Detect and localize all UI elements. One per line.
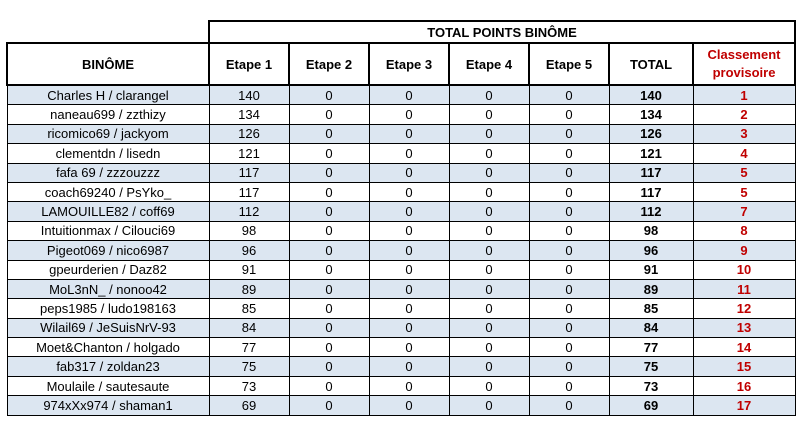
table-row	[7, 318, 795, 337]
rank-cell: 16	[693, 376, 795, 395]
etape-1-cell: 96	[209, 241, 289, 260]
rank-cell: 17	[693, 396, 795, 415]
etape-3-cell: 0	[369, 241, 449, 260]
etape-1-cell: 117	[209, 163, 289, 182]
table-row	[7, 85, 795, 105]
etape-2-cell: 0	[289, 357, 369, 376]
etape-4-cell: 0	[449, 376, 529, 395]
total-cell: 134	[609, 105, 693, 124]
etape-3-cell: 0	[369, 396, 449, 415]
etape-3-cell: 0	[369, 85, 449, 105]
col-header-etape-1: Etape 1	[209, 43, 289, 85]
col-header-etape-5: Etape 5	[529, 43, 609, 85]
table-row	[7, 357, 795, 376]
rank-cell: 5	[693, 182, 795, 201]
table-row	[7, 338, 795, 357]
col-header-binome: BINÔME	[7, 43, 209, 85]
etape-4-cell: 0	[449, 182, 529, 201]
standings-table	[6, 20, 796, 416]
table-row	[7, 163, 795, 182]
etape-1-cell: 140	[209, 85, 289, 105]
etape-1-cell: 126	[209, 124, 289, 143]
etape-2-cell: 0	[289, 182, 369, 201]
etape-4-cell: 0	[449, 299, 529, 318]
rank-cell: 11	[693, 279, 795, 298]
rank-cell: 8	[693, 221, 795, 240]
rank-cell: 7	[693, 202, 795, 221]
total-cell: 117	[609, 163, 693, 182]
etape-1-cell: 98	[209, 221, 289, 240]
total-cell: 69	[609, 396, 693, 415]
total-cell: 126	[609, 124, 693, 143]
total-cell: 85	[609, 299, 693, 318]
total-cell: 73	[609, 376, 693, 395]
etape-1-cell: 75	[209, 357, 289, 376]
etape-5-cell: 0	[529, 182, 609, 201]
rank-cell: 13	[693, 318, 795, 337]
etape-5-cell: 0	[529, 299, 609, 318]
total-cell: 84	[609, 318, 693, 337]
etape-5-cell: 0	[529, 202, 609, 221]
etape-4-cell: 0	[449, 105, 529, 124]
etape-1-cell: 69	[209, 396, 289, 415]
total-cell: 112	[609, 202, 693, 221]
table-row	[7, 396, 795, 415]
etape-1-cell: 117	[209, 182, 289, 201]
etape-4-cell: 0	[449, 396, 529, 415]
binome-cell: LAMOUILLE82 / coff69	[7, 202, 209, 221]
etape-4-cell: 0	[449, 318, 529, 337]
etape-2-cell: 0	[289, 124, 369, 143]
col-header-etape-3: Etape 3	[369, 43, 449, 85]
etape-2-cell: 0	[289, 338, 369, 357]
total-cell: 91	[609, 260, 693, 279]
etape-2-cell: 0	[289, 376, 369, 395]
etape-4-cell: 0	[449, 338, 529, 357]
etape-3-cell: 0	[369, 221, 449, 240]
binome-cell: Moulaile / sautesaute	[7, 376, 209, 395]
etape-5-cell: 0	[529, 396, 609, 415]
rank-cell: 4	[693, 144, 795, 163]
etape-4-cell: 0	[449, 202, 529, 221]
etape-2-cell: 0	[289, 105, 369, 124]
total-cell: 89	[609, 279, 693, 298]
col-header-etape-2: Etape 2	[289, 43, 369, 85]
etape-4-cell: 0	[449, 163, 529, 182]
binome-cell: naneau699 / zzthizy	[7, 105, 209, 124]
etape-5-cell: 0	[529, 105, 609, 124]
binome-cell: coach69240 / PsYko_	[7, 182, 209, 201]
etape-2-cell: 0	[289, 279, 369, 298]
etape-2-cell: 0	[289, 202, 369, 221]
etape-5-cell: 0	[529, 221, 609, 240]
etape-3-cell: 0	[369, 124, 449, 143]
etape-3-cell: 0	[369, 299, 449, 318]
table-row	[7, 299, 795, 318]
total-cell: 121	[609, 144, 693, 163]
etape-3-cell: 0	[369, 260, 449, 279]
table-row	[7, 105, 795, 124]
table-row	[7, 144, 795, 163]
etape-4-cell: 0	[449, 144, 529, 163]
rank-cell: 10	[693, 260, 795, 279]
binome-cell: fab317 / zoldan23	[7, 357, 209, 376]
rank-cell: 2	[693, 105, 795, 124]
etape-1-cell: 85	[209, 299, 289, 318]
etape-3-cell: 0	[369, 279, 449, 298]
rank-cell: 3	[693, 124, 795, 143]
etape-5-cell: 0	[529, 318, 609, 337]
rank-cell: 14	[693, 338, 795, 357]
col-header-classement: Classement provisoire	[693, 43, 795, 85]
col-header-total: TOTAL	[609, 43, 693, 85]
total-cell: 140	[609, 85, 693, 105]
etape-2-cell: 0	[289, 85, 369, 105]
etape-4-cell: 0	[449, 357, 529, 376]
etape-2-cell: 0	[289, 163, 369, 182]
binome-cell: Intuitionmax / Cilouci69	[7, 221, 209, 240]
binome-cell: ricomico69 / jackyom	[7, 124, 209, 143]
table-row	[7, 124, 795, 143]
etape-2-cell: 0	[289, 396, 369, 415]
binome-cell: peps1985 / ludo198163	[7, 299, 209, 318]
binome-cell: Charles H / clarangel	[7, 85, 209, 105]
binome-cell: clementdn / lisedn	[7, 144, 209, 163]
table-row	[7, 376, 795, 395]
etape-4-cell: 0	[449, 85, 529, 105]
rank-cell: 5	[693, 163, 795, 182]
etape-4-cell: 0	[449, 124, 529, 143]
etape-3-cell: 0	[369, 182, 449, 201]
table-row	[7, 202, 795, 221]
total-cell: 117	[609, 182, 693, 201]
table-row	[7, 279, 795, 298]
etape-1-cell: 121	[209, 144, 289, 163]
total-cell: 98	[609, 221, 693, 240]
etape-1-cell: 134	[209, 105, 289, 124]
total-cell: 96	[609, 241, 693, 260]
etape-5-cell: 0	[529, 338, 609, 357]
etape-3-cell: 0	[369, 163, 449, 182]
total-cell: 75	[609, 357, 693, 376]
rank-cell: 1	[693, 85, 795, 105]
table-row	[7, 182, 795, 201]
table-row	[7, 221, 795, 240]
etape-2-cell: 0	[289, 144, 369, 163]
etape-5-cell: 0	[529, 124, 609, 143]
etape-1-cell: 91	[209, 260, 289, 279]
etape-5-cell: 0	[529, 163, 609, 182]
rank-cell: 12	[693, 299, 795, 318]
binome-cell: Wilail69 / JeSuisNrV-93	[7, 318, 209, 337]
binome-cell: fafa 69 / zzzouzzz	[7, 163, 209, 182]
binome-cell: 974xXx974 / shaman1	[7, 396, 209, 415]
etape-5-cell: 0	[529, 144, 609, 163]
binome-cell: Moet&Chanton / holgado	[7, 338, 209, 357]
etape-1-cell: 112	[209, 202, 289, 221]
etape-1-cell: 73	[209, 376, 289, 395]
etape-3-cell: 0	[369, 105, 449, 124]
etape-3-cell: 0	[369, 338, 449, 357]
etape-3-cell: 0	[369, 144, 449, 163]
rank-cell: 15	[693, 357, 795, 376]
etape-4-cell: 0	[449, 260, 529, 279]
etape-4-cell: 0	[449, 221, 529, 240]
etape-2-cell: 0	[289, 241, 369, 260]
total-cell: 77	[609, 338, 693, 357]
etape-1-cell: 89	[209, 279, 289, 298]
group-header: TOTAL POINTS BINÔME	[209, 21, 795, 43]
binome-cell: Pigeot069 / nico6987	[7, 241, 209, 260]
etape-3-cell: 0	[369, 202, 449, 221]
etape-4-cell: 0	[449, 279, 529, 298]
etape-4-cell: 0	[449, 241, 529, 260]
etape-5-cell: 0	[529, 241, 609, 260]
rank-cell: 9	[693, 241, 795, 260]
etape-3-cell: 0	[369, 318, 449, 337]
etape-5-cell: 0	[529, 376, 609, 395]
col-header-etape-4: Etape 4	[449, 43, 529, 85]
etape-5-cell: 0	[529, 357, 609, 376]
etape-5-cell: 0	[529, 279, 609, 298]
etape-2-cell: 0	[289, 299, 369, 318]
etape-2-cell: 0	[289, 221, 369, 240]
table-row	[7, 241, 795, 260]
etape-3-cell: 0	[369, 376, 449, 395]
binome-cell: MoL3nN_ / nonoo42	[7, 279, 209, 298]
etape-5-cell: 0	[529, 260, 609, 279]
etape-5-cell: 0	[529, 85, 609, 105]
binome-cell: gpeurderien / Daz82	[7, 260, 209, 279]
etape-3-cell: 0	[369, 357, 449, 376]
etape-2-cell: 0	[289, 260, 369, 279]
etape-1-cell: 84	[209, 318, 289, 337]
etape-1-cell: 77	[209, 338, 289, 357]
table-row	[7, 260, 795, 279]
etape-2-cell: 0	[289, 318, 369, 337]
